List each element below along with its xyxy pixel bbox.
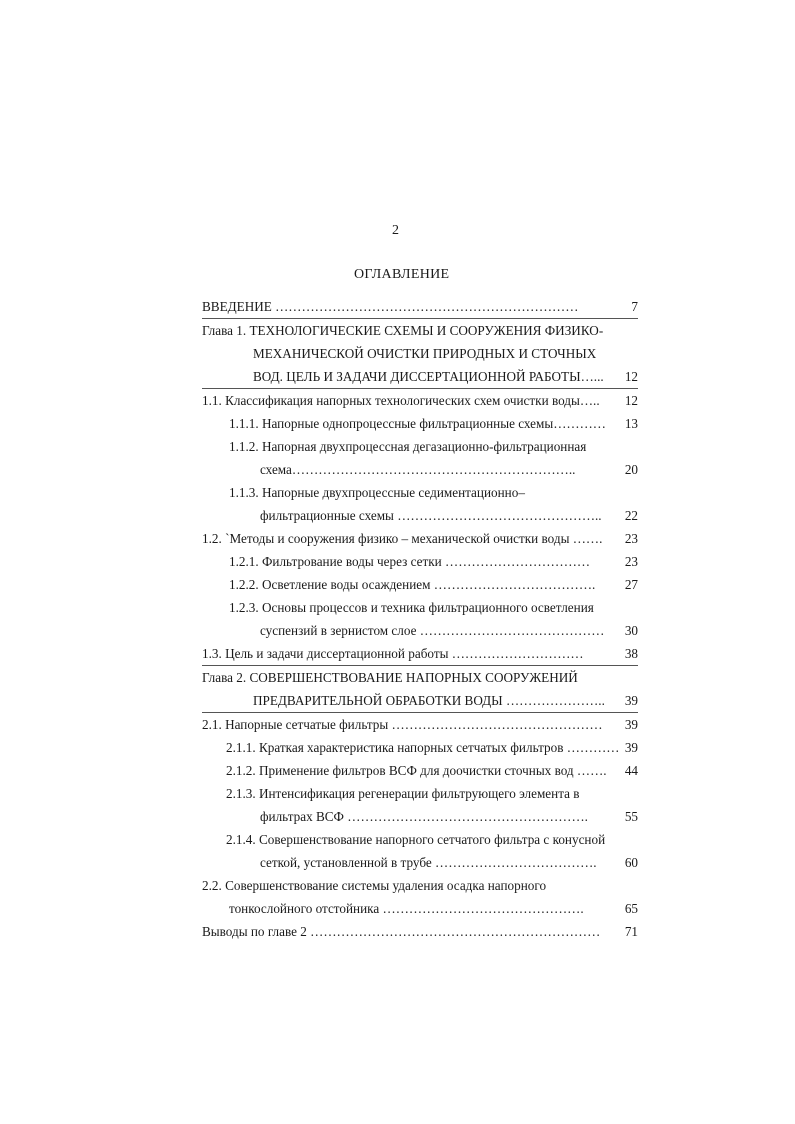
toc-entry-page: 71 [624, 924, 638, 939]
toc-entry [202, 573, 638, 596]
toc-entry-text: 1.1.1. Напорные однопроцессные фильтрационные схемы………… [229, 416, 606, 431]
toc-entry [202, 874, 638, 897]
toc-entry-text: МЕХАНИЧЕСКОЙ ОЧИСТКИ ПРИРОДНЫХ И СТОЧНЫХ [253, 346, 597, 361]
toc-entry [202, 527, 638, 550]
toc-entry [202, 435, 638, 458]
toc-entry-text: 1.2. `Методы и сооружения физико – механической очистки воды ……. [202, 531, 603, 546]
toc-entry-text: 2.2. Совершенствование системы удаления осадка напорного [202, 878, 547, 893]
toc-entry [202, 713, 638, 736]
toc-entry-text: 1.2.3. Основы процессов и техника фильтрационного осветления [229, 600, 594, 615]
toc-entry-page: 60 [624, 855, 638, 870]
toc-entry-page: 39 [624, 740, 638, 755]
toc-entry-page: 23 [624, 554, 638, 569]
toc-entry-page: 22 [624, 508, 638, 523]
toc-entry [202, 458, 638, 481]
toc-entry [202, 689, 638, 713]
toc-entry [202, 736, 638, 759]
toc-entry [202, 319, 638, 342]
toc-entry-text: 1.1.2. Напорная двухпроцессная дегазационно-фильтрационная [229, 439, 587, 454]
toc-entry-page: 12 [624, 369, 638, 384]
toc-entry-text: сеткой, установленной в трубе ………………………………. [260, 855, 597, 870]
toc-entry-page: 39 [624, 693, 638, 708]
toc-entry-text: 1.2.1. Фильтрование воды через сетки …………………………… [229, 554, 591, 569]
toc-entry [202, 389, 638, 412]
toc-entry [202, 828, 638, 851]
toc-entry-page: 7 [631, 299, 638, 314]
toc-entry [202, 342, 638, 365]
toc-entry-text: суспензий в зернистом слое …………………………………… [260, 623, 605, 638]
page-number: 2 [392, 223, 399, 238]
toc-entry-page: 55 [624, 809, 638, 824]
toc-entry [202, 805, 638, 828]
toc-entry-page: 44 [624, 763, 638, 778]
toc-entry-text: ВВЕДЕНИЕ …………………………………………………………… [202, 299, 579, 314]
toc-entry-text: Глава 2. СОВЕРШЕНСТВОВАНИЕ НАПОРНЫХ СООРУЖЕНИЙ [202, 670, 578, 685]
toc-entry [202, 481, 638, 504]
toc-entry [202, 295, 638, 319]
toc-entry-page: 12 [624, 393, 638, 408]
toc-entry-text: ВОД. ЦЕЛЬ И ЗАДАЧИ ДИССЕРТАЦИОННОЙ РАБОТЫ…... [253, 369, 604, 384]
table-of-contents [202, 295, 638, 943]
toc-entry-text: 1.1. Классификация напорных технологических схем очистки воды….. [202, 393, 600, 408]
toc-entry-text: фильтрах ВСФ ………………………………………………. [260, 809, 588, 824]
toc-entry-text: 1.1.3. Напорные двухпроцессные седиментационно– [229, 485, 525, 500]
toc-entry-text: тонкослойного отстойника ………………………………………. [229, 901, 584, 916]
toc-entry-text: Глава 1. ТЕХНОЛОГИЧЕСКИЕ СХЕМЫ И СООРУЖЕНИЯ ФИЗИКО- [202, 323, 604, 338]
toc-title: ОГЛАВЛЕНИЕ [354, 267, 450, 282]
toc-entry-page: 38 [624, 646, 638, 661]
toc-entry-text: 2.1.4. Совершенствование напорного сетчатого фильтра с конусной [226, 832, 606, 847]
toc-entry-text: 1.3. Цель и задачи диссертационной работы ………………………… [202, 646, 584, 661]
toc-entry [202, 666, 638, 689]
toc-entry [202, 619, 638, 642]
toc-entry-page: 65 [624, 901, 638, 916]
toc-entry-page: 20 [624, 462, 638, 477]
toc-entry [202, 596, 638, 619]
toc-entry-text: 2.1.3. Интенсификация регенерации фильтрующего элемента в [226, 786, 580, 801]
toc-entry-text: 2.1.1. Краткая характеристика напорных сетчатых фильтров ………… [226, 740, 620, 755]
toc-entry [202, 504, 638, 527]
toc-entry [202, 920, 638, 943]
toc-entry-page: 13 [624, 416, 638, 431]
toc-entry [202, 759, 638, 782]
toc-entry [202, 550, 638, 573]
toc-entry-text: ПРЕДВАРИТЕЛЬНОЙ ОБРАБОТКИ ВОДЫ ………………….. [253, 693, 605, 708]
toc-entry-text: 1.2.2. Осветление воды осаждением ………………………………. [229, 577, 596, 592]
toc-entry-text: 2.1.2. Применение фильтров ВСФ для доочистки сточных вод ……. [226, 763, 607, 778]
toc-entry-text: схема……………………………………………………….. [260, 462, 576, 477]
toc-entry-page: 23 [624, 531, 638, 546]
toc-entry-text: 2.1. Напорные сетчатые фильтры ………………………………………… [202, 717, 603, 732]
toc-entry-page: 30 [624, 623, 638, 638]
toc-entry [202, 642, 638, 666]
toc-entry-page: 27 [624, 577, 638, 592]
toc-entry [202, 897, 638, 920]
toc-entry [202, 782, 638, 805]
toc-entry [202, 412, 638, 435]
toc-entry-text: Выводы по главе 2 ………………………………………………………… [202, 924, 601, 939]
toc-entry [202, 851, 638, 874]
toc-entry-text: фильтрационные схемы ……………………………………….. [260, 508, 602, 523]
toc-entry [202, 365, 638, 389]
toc-entry-page: 39 [624, 717, 638, 732]
